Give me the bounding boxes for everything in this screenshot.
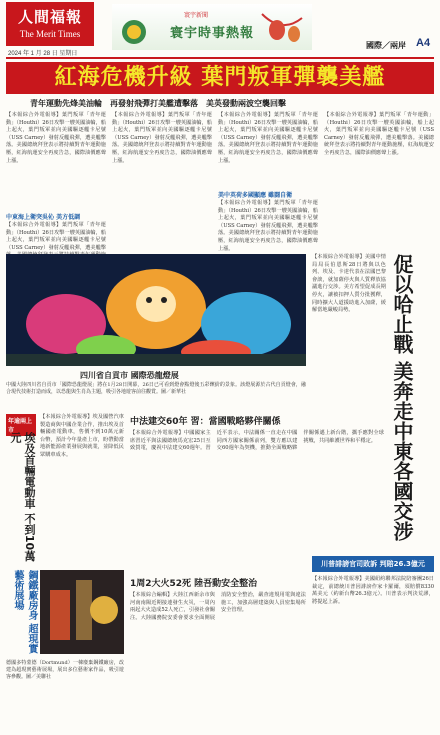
lead-column-3: 【本報綜合外電報導】葉門叛軍「青年運動」（Houthi）26日攻擊一艘英國油輪，船上起火，葉門叛軍並向美國驅逐艦卡尼號（USS Carney）發射反艦飛彈，遭美艦擊落。美國總統拜登表示將持續對青年運動施壓，紅海航運安全再度告急，國際油價應聲上漲。	[218, 112, 318, 164]
masthead-rule	[6, 57, 434, 59]
banner-subtitle: 寰宇新聞	[184, 13, 209, 19]
story2-text: 【本報綜合外電報導】埃及國營汽車製造商與中國企業合作，推出埃及首輛國產電動車，售價不到10萬元新台幣，預計今年量產上市，盼帶動當地新能源產業發展與就業，並降低民眾購車成本。	[40, 414, 124, 458]
section-label: 國際／兩岸	[366, 41, 406, 50]
story7-headline: 鋼鐵廠房身 超現實藝術展場	[12, 570, 37, 654]
masthead-title: 人間福報	[17, 8, 82, 26]
page-number: A4	[416, 37, 431, 49]
main-headline-box	[6, 62, 434, 94]
story5-headline: 促以哈止戰 美奔走中東各國交涉	[390, 254, 414, 541]
lead-column-4: 【本報綜合外電報導】葉門叛軍「青年運動」（Houthi）26日攻擊一艘英國油輪，船上起火，葉門叛軍並向美國驅逐艦卡尼號（USS Carney）發射反艦飛彈，遭美艦擊落。美國總統拜登表示將持續對青年運動施壓，紅海航運安全再度告急，國際油價應聲上漲。	[324, 112, 434, 156]
story7-caption: 德國多特蒙德（Dortmund）一棟廢棄鋼鐵廠房，改建為超現實藝術展場，展出多位藝術家作品，吸引遊客參觀。圖／美聯社	[6, 660, 124, 680]
subhead-1: 中東海上衛突吳伈 美方低調	[6, 214, 81, 221]
story4-headline: 1周2大火52死 陸吾動安全整治	[130, 579, 258, 589]
lead-column-1: 【本報綜合外電報導】葉門叛軍「青年運動」（Houthi）26日攻擊一艘英國油輪，船上起火，葉門叛軍並向美國驅逐艦卡尼號（USS Carney）發射反艦飛彈，遭美艦擊落。美國總統拜登表示將持續對青年運動施壓，紅海航運安全再度告急，國際油價應聲上漲。	[6, 112, 106, 164]
main-headline: 紅海危機升級 葉門叛軍彈襲美艦	[54, 65, 386, 90]
story2-kicker: 年逾兩上市	[6, 414, 36, 436]
masthead-logo[interactable]	[6, 2, 94, 46]
lantern-festival-illustration	[6, 254, 306, 366]
story6-headline-box	[312, 556, 434, 572]
lead-column-2: 【本報綜合外電報導】葉門叛軍「青年運動」（Houthi）26日攻擊一艘英國油輪，船上起火，葉門叛軍並向美國驅逐艦卡尼號（USS Carney）發射反艦飛彈，遭美艦擊落。美國總統拜登表示將持續對青年運動施壓，紅海航運安全再度告急，國際油價應聲上漲。	[112, 112, 212, 164]
story3-text: 【本報綜合外電報導】中國國家主席習近平與法國總統馬克宏25日互致賀電，慶祝中法建交60週年。習近平表示，中法關係一直走在中國同西方國家關係前列，雙方應以建交60週年為契機，推動全面戰略夥伴關係邁上新台階，攜手應對全球挑戰，共同維護世界和平穩定。	[130, 430, 384, 452]
story6-text: 【本報綜合外電報導】美國紐約聯邦法院陪審團26日裁定，前總統川普因誹謗作家卡羅爾，須賠償8330萬美元（約新台幣26.3億元）。川普表示判決荒謬，將提起上訴。	[312, 576, 434, 605]
lead-column-1b: 【本報綜合外電報導】葉門叛軍「青年運動」（Houthi）26日攻擊一艘英國油輪，船上起火，葉門叛軍並向美國驅逐艦卡尼號（USS Carney）發射反艦飛彈，遭美艦擊	[6, 222, 106, 251]
story4-text: 【本報綜合編輯】大陸江西新余市與河南南陽近期接連發生火災，一周內兩起大火造成52人死亡，引發社會關注。大陸國務院安委會要求全面開展消防安全整治，嚴查違規用電與違法施工，加強高層建築與人員密集場所安全管理。	[130, 592, 306, 621]
section-banner	[112, 4, 312, 50]
story3-headline: 中法建交60年 習：當國戰略夥伴關係	[130, 417, 281, 427]
masthead-subtitle: The Merit Times	[19, 29, 81, 39]
photo-steel-mill-art[interactable]	[40, 570, 124, 654]
story5-text: 【本報綜合外電報導】美國中情局局長伯恩斯28日將與以色列、埃及、卡達代表在法國巴黎會談，就加薩停火與人質釋放協議進行交涉。美方希望促成長期停火，讓被扣押人質分批獲釋，同時擴大人道援助進入加薩，緩解當地嚴峻局勢。	[312, 254, 386, 314]
steel-mill-illustration	[40, 570, 124, 654]
lead-column-3b: 【本報綜合外電報導】葉門叛軍「青年運動」（Houthi）26日攻擊一艘英國油輪，船上起火，葉門叛軍並向美國驅逐艦卡尼號（USS Carney）發射反艦飛彈，遭美艦擊落。美國總統拜登表示將持續對青年運動施壓，紅海航運安全再度告急，國際油價應聲上漲。	[218, 200, 318, 252]
story6-headline: 川普誹謗官司敗訴 判賠26.3億元	[321, 560, 425, 568]
photo-lantern-festival[interactable]	[6, 254, 306, 366]
issue-date: 2024 年 1 月 28 日 星期日	[8, 51, 78, 57]
headline-deck: 青年運動先烽美油輪 再發射飛彈打美艦遭擊落 美英發動兩波空襲回擊	[30, 99, 286, 108]
story2-headline: 埃及首輛電動車 不到10萬元	[9, 432, 36, 562]
subhead-2: 美中英荷多國顯應 雖闘自衛	[218, 192, 293, 199]
photo1-caption: 中國大陸四川省自貢市「國際恐龍燈展」將在1月28日開幕，26日已可看到燈會點燈後五彩繽紛的景象。該燈展源於古代自貢燈會，融合現代技術打造而成，以恐龍與生肖為主題，吸引各地遊客前往觀賞。圖／新華社	[6, 382, 306, 395]
banner-title: 寰宇時事熱報	[170, 26, 255, 41]
photo1-title: 四川省自貢市 國際恐龍燈展	[80, 371, 179, 380]
